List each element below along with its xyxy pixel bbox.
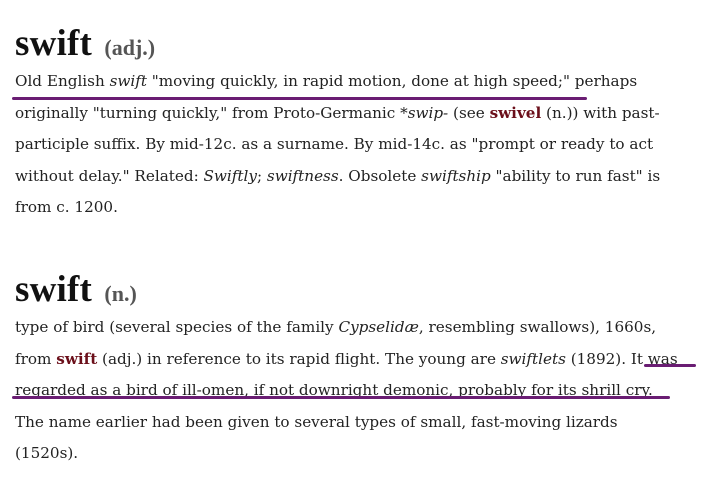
text-line: without delay." Related: Swiftly; swiftness. Obsolete swiftship "ability to run fast" is	[15, 166, 661, 185]
text-line: originally "turning quickly," from Proto-Germanic *swip- (see swivel (n.)) with past-	[15, 103, 660, 122]
text-line: from swift (adj.) in reference to its rapid flight. The young are swiftlets (1892). It was	[15, 349, 678, 368]
part-of-speech: (n.)	[104, 281, 137, 306]
text-line: (1520s).	[15, 444, 79, 463]
entry-swift-n	[15, 268, 705, 470]
text-line: Old English swift "moving quickly, in rapid motion, done at high speed;" perhaps	[15, 72, 638, 90]
entry-heading	[15, 268, 705, 312]
headword: swift	[15, 23, 93, 64]
xref-link-swift[interactable]: swift	[56, 349, 98, 368]
text-line: The name earlier had been given to several types of small, fast-moving lizards	[15, 412, 618, 431]
highlight-underline	[644, 364, 696, 367]
entry-swift-adj	[15, 22, 705, 224]
xref-link-swivel[interactable]: swivel	[489, 103, 542, 122]
etymology-text	[15, 312, 705, 470]
etymology-text	[15, 66, 705, 224]
text-line: from c. 1200.	[15, 198, 118, 217]
highlight-underline	[12, 396, 670, 399]
text-line: type of bird (several species of the family Cypselidæ, resembling swallows), 1660s,	[15, 318, 657, 336]
text-line: participle suffix. By mid-12c. as a surname. By mid-14c. as "prompt or ready to act	[15, 135, 654, 154]
highlight-underline	[12, 97, 587, 100]
headword: swift	[15, 269, 93, 310]
entry-heading	[15, 22, 705, 66]
text-line: regarded as a bird of ill-omen, if not downright demonic, probably for its shrill cry.	[15, 381, 653, 400]
part-of-speech: (adj.)	[104, 35, 156, 60]
